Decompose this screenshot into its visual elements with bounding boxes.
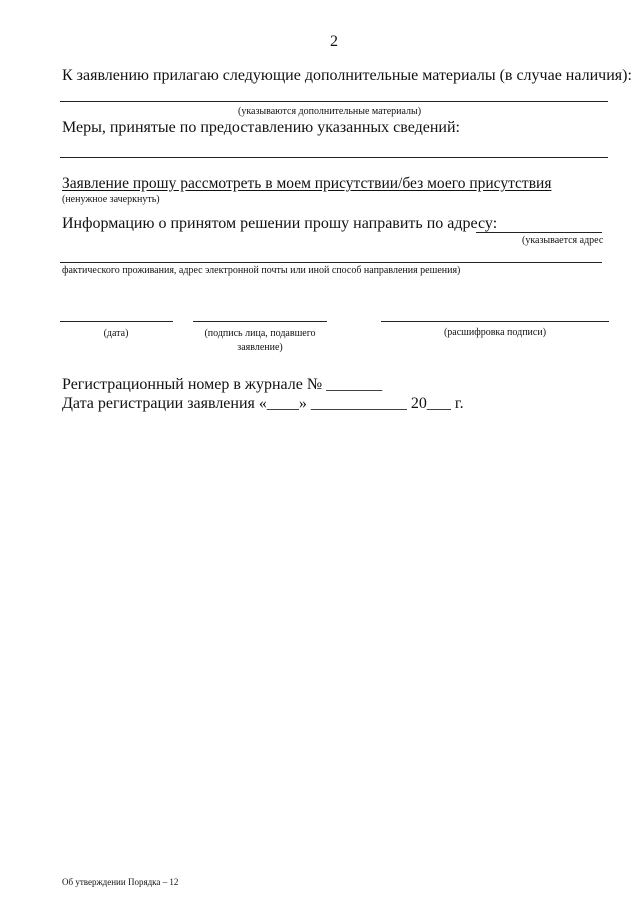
decision-address-hint-continued: фактического проживания, адрес электронной почты или иной способ направления решения) bbox=[62, 265, 461, 276]
presence-label: Заявление прошу рассмотреть в моем присутствии/без моего присутствия bbox=[62, 175, 552, 192]
measures-line bbox=[60, 157, 608, 158]
decision-address-hint-right: (указывается адрес bbox=[522, 235, 604, 246]
date-line bbox=[60, 321, 173, 322]
registration-journal-number: Регистрационный номер в журнале № _______ bbox=[62, 376, 383, 393]
footer-text: Об утверждении Порядка – 12 bbox=[62, 877, 179, 887]
measures-label: Меры, принятые по предоставлению указанных сведений: bbox=[62, 119, 460, 136]
additional-materials-line bbox=[60, 101, 608, 102]
decision-address-line-full bbox=[60, 262, 602, 263]
signature-caption: (подпись лица, подавшего заявление) bbox=[204, 328, 316, 353]
additional-materials-label: К заявлению прилагаю следующие дополнительные материалы (в случае наличия): bbox=[62, 67, 632, 84]
date-caption: (дата) bbox=[103, 328, 129, 339]
decoding-caption: (расшифровка подписи) bbox=[443, 327, 547, 338]
registration-date: Дата регистрации заявления «____» ____________ 20___ г. bbox=[62, 395, 464, 412]
signature-line bbox=[193, 321, 327, 322]
decision-address-line-short bbox=[476, 232, 602, 233]
presence-hint: (ненужное зачеркнуть) bbox=[62, 194, 160, 205]
page-number: 2 bbox=[330, 33, 338, 50]
decoding-line bbox=[381, 321, 609, 322]
additional-materials-hint: (указываются дополнительные материалы) bbox=[238, 106, 422, 117]
decision-address-label: Информацию о принятом решении прошу направить по адресу: bbox=[62, 215, 498, 232]
